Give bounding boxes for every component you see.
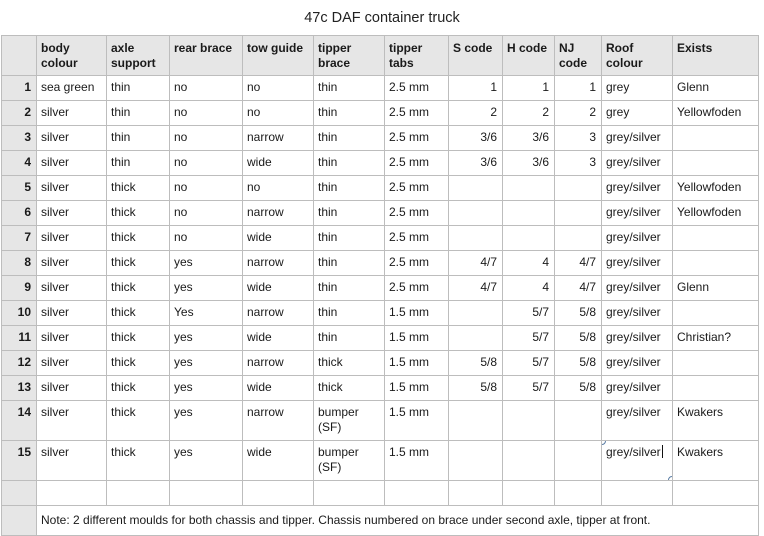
h-code-cell[interactable]: 4 (503, 276, 555, 301)
axle-support-cell[interactable]: thin (107, 101, 170, 126)
h-code-cell[interactable] (503, 441, 555, 481)
s-code-cell[interactable]: 5/8 (449, 351, 503, 376)
tow-guide-cell[interactable]: wide (243, 441, 314, 481)
roof-colour-cell-selected[interactable]: grey/silver (602, 441, 673, 481)
exists-cell[interactable] (673, 351, 759, 376)
table-row (2, 376, 759, 401)
column-header-tipper-brace[interactable]: tipper brace (314, 36, 385, 76)
table-row (2, 251, 759, 276)
nj-code-cell[interactable]: 3 (555, 126, 602, 151)
rear-brace-cell[interactable]: Yes (170, 301, 243, 326)
roof-colour-cell[interactable]: grey/silver (602, 226, 673, 251)
exists-cell[interactable]: Glenn (673, 76, 759, 101)
exists-cell[interactable] (673, 226, 759, 251)
tipper-brace-cell[interactable]: thin (314, 76, 385, 101)
exists-cell[interactable] (673, 376, 759, 401)
h-code-cell[interactable]: 5/7 (503, 376, 555, 401)
tow-guide-cell[interactable]: narrow (243, 401, 314, 441)
table-row (2, 101, 759, 126)
tipper-tabs-cell[interactable]: 1.5 mm (385, 301, 449, 326)
row-header[interactable]: 5 (2, 176, 37, 201)
column-header-exists[interactable]: Exists (673, 36, 759, 76)
axle-support-cell[interactable]: thick (107, 351, 170, 376)
s-code-cell[interactable] (449, 326, 503, 351)
row-header[interactable] (2, 506, 37, 536)
tipper-tabs-cell[interactable]: 2.5 mm (385, 201, 449, 226)
roof-colour-cell[interactable]: grey/silver (602, 376, 673, 401)
s-code-cell[interactable]: 4/7 (449, 251, 503, 276)
empty-cell[interactable] (555, 481, 602, 506)
rear-brace-cell[interactable]: yes (170, 326, 243, 351)
nj-code-cell[interactable]: 5/8 (555, 301, 602, 326)
roof-colour-cell[interactable]: grey/silver (602, 151, 673, 176)
tow-guide-cell[interactable]: wide (243, 151, 314, 176)
note-row (2, 506, 759, 536)
tipper-brace-cell[interactable]: thin (314, 301, 385, 326)
exists-cell[interactable]: Kwakers (673, 401, 759, 441)
tipper-brace-cell[interactable]: bumper (SF) (314, 401, 385, 441)
tipper-brace-cell[interactable]: thin (314, 201, 385, 226)
nj-code-cell[interactable] (555, 176, 602, 201)
rear-brace-cell[interactable]: yes (170, 251, 243, 276)
rear-brace-cell[interactable]: no (170, 226, 243, 251)
nj-code-cell[interactable]: 1 (555, 76, 602, 101)
exists-cell[interactable] (673, 151, 759, 176)
s-code-cell[interactable] (449, 176, 503, 201)
row-header[interactable]: 11 (2, 326, 37, 351)
tipper-brace-cell[interactable]: bumper (SF) (314, 441, 385, 481)
tow-guide-cell[interactable]: wide (243, 376, 314, 401)
h-code-cell[interactable] (503, 176, 555, 201)
body-colour-cell[interactable]: silver (37, 351, 107, 376)
row-header[interactable]: 13 (2, 376, 37, 401)
row-header[interactable] (2, 481, 37, 506)
tipper-tabs-cell[interactable]: 1.5 mm (385, 441, 449, 481)
empty-cell[interactable] (170, 481, 243, 506)
axle-support-cell[interactable]: thick (107, 176, 170, 201)
nj-code-cell[interactable] (555, 226, 602, 251)
tipper-brace-cell[interactable]: thin (314, 251, 385, 276)
row-header[interactable]: 1 (2, 76, 37, 101)
tow-guide-cell[interactable]: wide (243, 276, 314, 301)
table-row (2, 201, 759, 226)
nj-code-cell[interactable]: 5/8 (555, 326, 602, 351)
column-header-body-colour[interactable]: body colour (37, 36, 107, 76)
h-code-cell[interactable]: 3/6 (503, 151, 555, 176)
tipper-tabs-cell[interactable]: 1.5 mm (385, 326, 449, 351)
exists-cell[interactable]: Yellowfoden (673, 176, 759, 201)
exists-cell[interactable]: Yellowfoden (673, 101, 759, 126)
nj-code-cell[interactable]: 2 (555, 101, 602, 126)
exists-cell[interactable] (673, 301, 759, 326)
nj-code-cell[interactable]: 4/7 (555, 251, 602, 276)
tipper-tabs-cell[interactable]: 2.5 mm (385, 176, 449, 201)
roof-colour-cell[interactable]: grey/silver (602, 126, 673, 151)
s-code-cell[interactable] (449, 401, 503, 441)
tow-guide-cell[interactable]: no (243, 76, 314, 101)
column-header-s-code[interactable]: S code (449, 36, 503, 76)
tipper-tabs-cell[interactable]: 1.5 mm (385, 351, 449, 376)
s-code-cell[interactable] (449, 301, 503, 326)
s-code-cell[interactable]: 4/7 (449, 276, 503, 301)
axle-support-cell[interactable]: thick (107, 251, 170, 276)
nj-code-cell[interactable]: 3 (555, 151, 602, 176)
spreadsheet-table[interactable] (1, 35, 759, 536)
body-colour-cell[interactable]: sea green (37, 76, 107, 101)
rear-brace-cell[interactable]: yes (170, 351, 243, 376)
tipper-tabs-cell[interactable]: 2.5 mm (385, 251, 449, 276)
body-colour-cell[interactable]: silver (37, 176, 107, 201)
tipper-tabs-cell[interactable]: 2.5 mm (385, 101, 449, 126)
body-colour-cell[interactable]: silver (37, 151, 107, 176)
exists-cell[interactable] (673, 126, 759, 151)
table-row (2, 126, 759, 151)
rear-brace-cell[interactable]: yes (170, 276, 243, 301)
tipper-tabs-cell[interactable]: 2.5 mm (385, 126, 449, 151)
text-caret (662, 445, 663, 458)
body-colour-cell[interactable]: silver (37, 101, 107, 126)
body-colour-cell[interactable]: silver (37, 326, 107, 351)
row-header[interactable]: 14 (2, 401, 37, 441)
roof-colour-cell[interactable]: grey/silver (602, 251, 673, 276)
tipper-tabs-cell[interactable]: 2.5 mm (385, 76, 449, 101)
exists-cell[interactable]: Yellowfoden (673, 201, 759, 226)
s-code-cell[interactable]: 3/6 (449, 151, 503, 176)
roof-colour-cell[interactable]: grey/silver (602, 276, 673, 301)
tipper-brace-cell[interactable]: thin (314, 226, 385, 251)
column-header-h-code[interactable]: H code (503, 36, 555, 76)
empty-row (2, 481, 759, 506)
axle-support-cell[interactable]: thin (107, 76, 170, 101)
h-code-cell[interactable]: 1 (503, 76, 555, 101)
row-header[interactable]: 10 (2, 301, 37, 326)
table-row (2, 301, 759, 326)
empty-cell[interactable] (107, 481, 170, 506)
table-row (2, 226, 759, 251)
table-row (2, 76, 759, 101)
body-colour-cell[interactable]: silver (37, 276, 107, 301)
empty-cell[interactable] (503, 481, 555, 506)
sheet-title: 47c DAF container truck (304, 10, 460, 26)
tipper-tabs-cell[interactable]: 1.5 mm (385, 401, 449, 441)
column-header-nj-code[interactable]: NJ code (555, 36, 602, 76)
axle-support-cell[interactable]: thick (107, 401, 170, 441)
tow-guide-cell[interactable]: no (243, 101, 314, 126)
table-row (2, 176, 759, 201)
axle-support-cell[interactable]: thin (107, 126, 170, 151)
h-code-cell[interactable]: 2 (503, 101, 555, 126)
empty-cell[interactable] (449, 481, 503, 506)
exists-cell[interactable]: Christian? (673, 326, 759, 351)
axle-support-cell[interactable]: thick (107, 301, 170, 326)
s-code-cell[interactable]: 1 (449, 76, 503, 101)
body-colour-cell[interactable]: silver (37, 401, 107, 441)
axle-support-cell[interactable]: thin (107, 151, 170, 176)
h-code-cell[interactable]: 5/7 (503, 351, 555, 376)
tow-guide-cell[interactable]: wide (243, 226, 314, 251)
body-colour-cell[interactable]: silver (37, 226, 107, 251)
table-row (2, 351, 759, 376)
roof-colour-cell[interactable]: grey/silver (602, 351, 673, 376)
corner-cell[interactable] (2, 36, 37, 76)
tipper-brace-cell[interactable]: thin (314, 101, 385, 126)
note-cell[interactable]: Note: 2 different moulds for both chassis and tipper. Chassis numbered on brace under second axle, tipper at front. (37, 506, 759, 536)
h-code-cell[interactable]: 5/7 (503, 301, 555, 326)
tipper-tabs-cell[interactable]: 2.5 mm (385, 276, 449, 301)
header-row (2, 36, 759, 76)
axle-support-cell[interactable]: thick (107, 326, 170, 351)
tow-guide-cell[interactable]: narrow (243, 351, 314, 376)
row-header[interactable]: 12 (2, 351, 37, 376)
axle-support-cell[interactable]: thick (107, 226, 170, 251)
rear-brace-cell[interactable]: yes (170, 441, 243, 481)
empty-cell[interactable] (602, 481, 673, 506)
row-header[interactable]: 7 (2, 226, 37, 251)
selection-handle-bottom-right[interactable] (668, 476, 673, 481)
rear-brace-cell[interactable]: no (170, 201, 243, 226)
axle-support-cell[interactable]: thick (107, 276, 170, 301)
table-row (2, 401, 759, 441)
roof-colour-cell[interactable]: grey (602, 101, 673, 126)
row-header[interactable]: 9 (2, 276, 37, 301)
roof-colour-cell[interactable]: grey/silver (602, 401, 673, 441)
tipper-brace-cell[interactable]: thin (314, 126, 385, 151)
nj-code-cell[interactable] (555, 201, 602, 226)
roof-colour-cell[interactable]: grey (602, 76, 673, 101)
s-code-cell[interactable] (449, 441, 503, 481)
column-header-axle-support[interactable]: axle support (107, 36, 170, 76)
exists-cell[interactable] (673, 251, 759, 276)
row-header[interactable]: 15 (2, 441, 37, 481)
nj-code-cell[interactable] (555, 401, 602, 441)
tow-guide-cell[interactable]: narrow (243, 251, 314, 276)
column-header-tipper-tabs[interactable]: tipper tabs (385, 36, 449, 76)
tipper-tabs-cell[interactable]: 2.5 mm (385, 151, 449, 176)
nj-code-cell[interactable]: 4/7 (555, 276, 602, 301)
tipper-brace-cell[interactable]: thick (314, 351, 385, 376)
tipper-brace-cell[interactable]: thin (314, 326, 385, 351)
nj-code-cell[interactable]: 5/8 (555, 351, 602, 376)
tipper-brace-cell[interactable]: thin (314, 176, 385, 201)
table-row (2, 441, 759, 481)
s-code-cell[interactable]: 2 (449, 101, 503, 126)
exists-cell[interactable]: Glenn (673, 276, 759, 301)
s-code-cell[interactable] (449, 226, 503, 251)
body-colour-cell[interactable]: silver (37, 376, 107, 401)
tow-guide-cell[interactable]: narrow (243, 126, 314, 151)
body-colour-cell[interactable]: silver (37, 441, 107, 481)
tow-guide-cell[interactable]: no (243, 176, 314, 201)
nj-code-cell[interactable] (555, 441, 602, 481)
roof-colour-cell[interactable]: grey/silver (602, 326, 673, 351)
rear-brace-cell[interactable]: no (170, 126, 243, 151)
body-colour-cell[interactable]: silver (37, 301, 107, 326)
row-header[interactable]: 6 (2, 201, 37, 226)
row-header[interactable]: 2 (2, 101, 37, 126)
exists-cell[interactable]: Kwakers (673, 441, 759, 481)
h-code-cell[interactable]: 4 (503, 251, 555, 276)
tow-guide-cell[interactable]: wide (243, 326, 314, 351)
h-code-cell[interactable] (503, 401, 555, 441)
tipper-brace-cell[interactable]: thin (314, 276, 385, 301)
row-header[interactable]: 4 (2, 151, 37, 176)
tipper-tabs-cell[interactable]: 2.5 mm (385, 226, 449, 251)
tow-guide-cell[interactable]: narrow (243, 201, 314, 226)
rear-brace-cell[interactable]: no (170, 176, 243, 201)
roof-colour-cell[interactable]: grey/silver (602, 176, 673, 201)
s-code-cell[interactable]: 3/6 (449, 126, 503, 151)
h-code-cell[interactable] (503, 201, 555, 226)
roof-colour-cell[interactable]: grey/silver (602, 301, 673, 326)
empty-cell[interactable] (385, 481, 449, 506)
table-row (2, 326, 759, 351)
tipper-brace-cell[interactable]: thick (314, 376, 385, 401)
table-row (2, 276, 759, 301)
h-code-cell[interactable]: 3/6 (503, 126, 555, 151)
body-colour-cell[interactable]: silver (37, 201, 107, 226)
s-code-cell[interactable]: 5/8 (449, 376, 503, 401)
axle-support-cell[interactable]: thick (107, 441, 170, 481)
rear-brace-cell[interactable]: yes (170, 376, 243, 401)
s-code-cell[interactable] (449, 201, 503, 226)
tow-guide-cell[interactable]: narrow (243, 301, 314, 326)
empty-cell[interactable] (37, 481, 107, 506)
roof-colour-cell[interactable]: grey/silver (602, 201, 673, 226)
body-colour-cell[interactable]: silver (37, 126, 107, 151)
rear-brace-cell[interactable]: no (170, 76, 243, 101)
column-header-rear-brace[interactable]: rear brace (170, 36, 243, 76)
column-header-tow-guide[interactable]: tow guide (243, 36, 314, 76)
body-colour-cell[interactable]: silver (37, 251, 107, 276)
empty-cell[interactable] (314, 481, 385, 506)
h-code-cell[interactable]: 5/7 (503, 326, 555, 351)
empty-cell[interactable] (243, 481, 314, 506)
tipper-brace-cell[interactable]: thin (314, 151, 385, 176)
column-header-roof-colour[interactable]: Roof colour (602, 36, 673, 76)
row-header[interactable]: 8 (2, 251, 37, 276)
nj-code-cell[interactable]: 5/8 (555, 376, 602, 401)
rear-brace-cell[interactable]: no (170, 151, 243, 176)
tipper-tabs-cell[interactable]: 1.5 mm (385, 376, 449, 401)
axle-support-cell[interactable]: thick (107, 376, 170, 401)
rear-brace-cell[interactable]: yes (170, 401, 243, 441)
h-code-cell[interactable] (503, 226, 555, 251)
axle-support-cell[interactable]: thick (107, 201, 170, 226)
row-header[interactable]: 3 (2, 126, 37, 151)
rear-brace-cell[interactable]: no (170, 101, 243, 126)
table-row (2, 151, 759, 176)
empty-cell[interactable] (673, 481, 759, 506)
